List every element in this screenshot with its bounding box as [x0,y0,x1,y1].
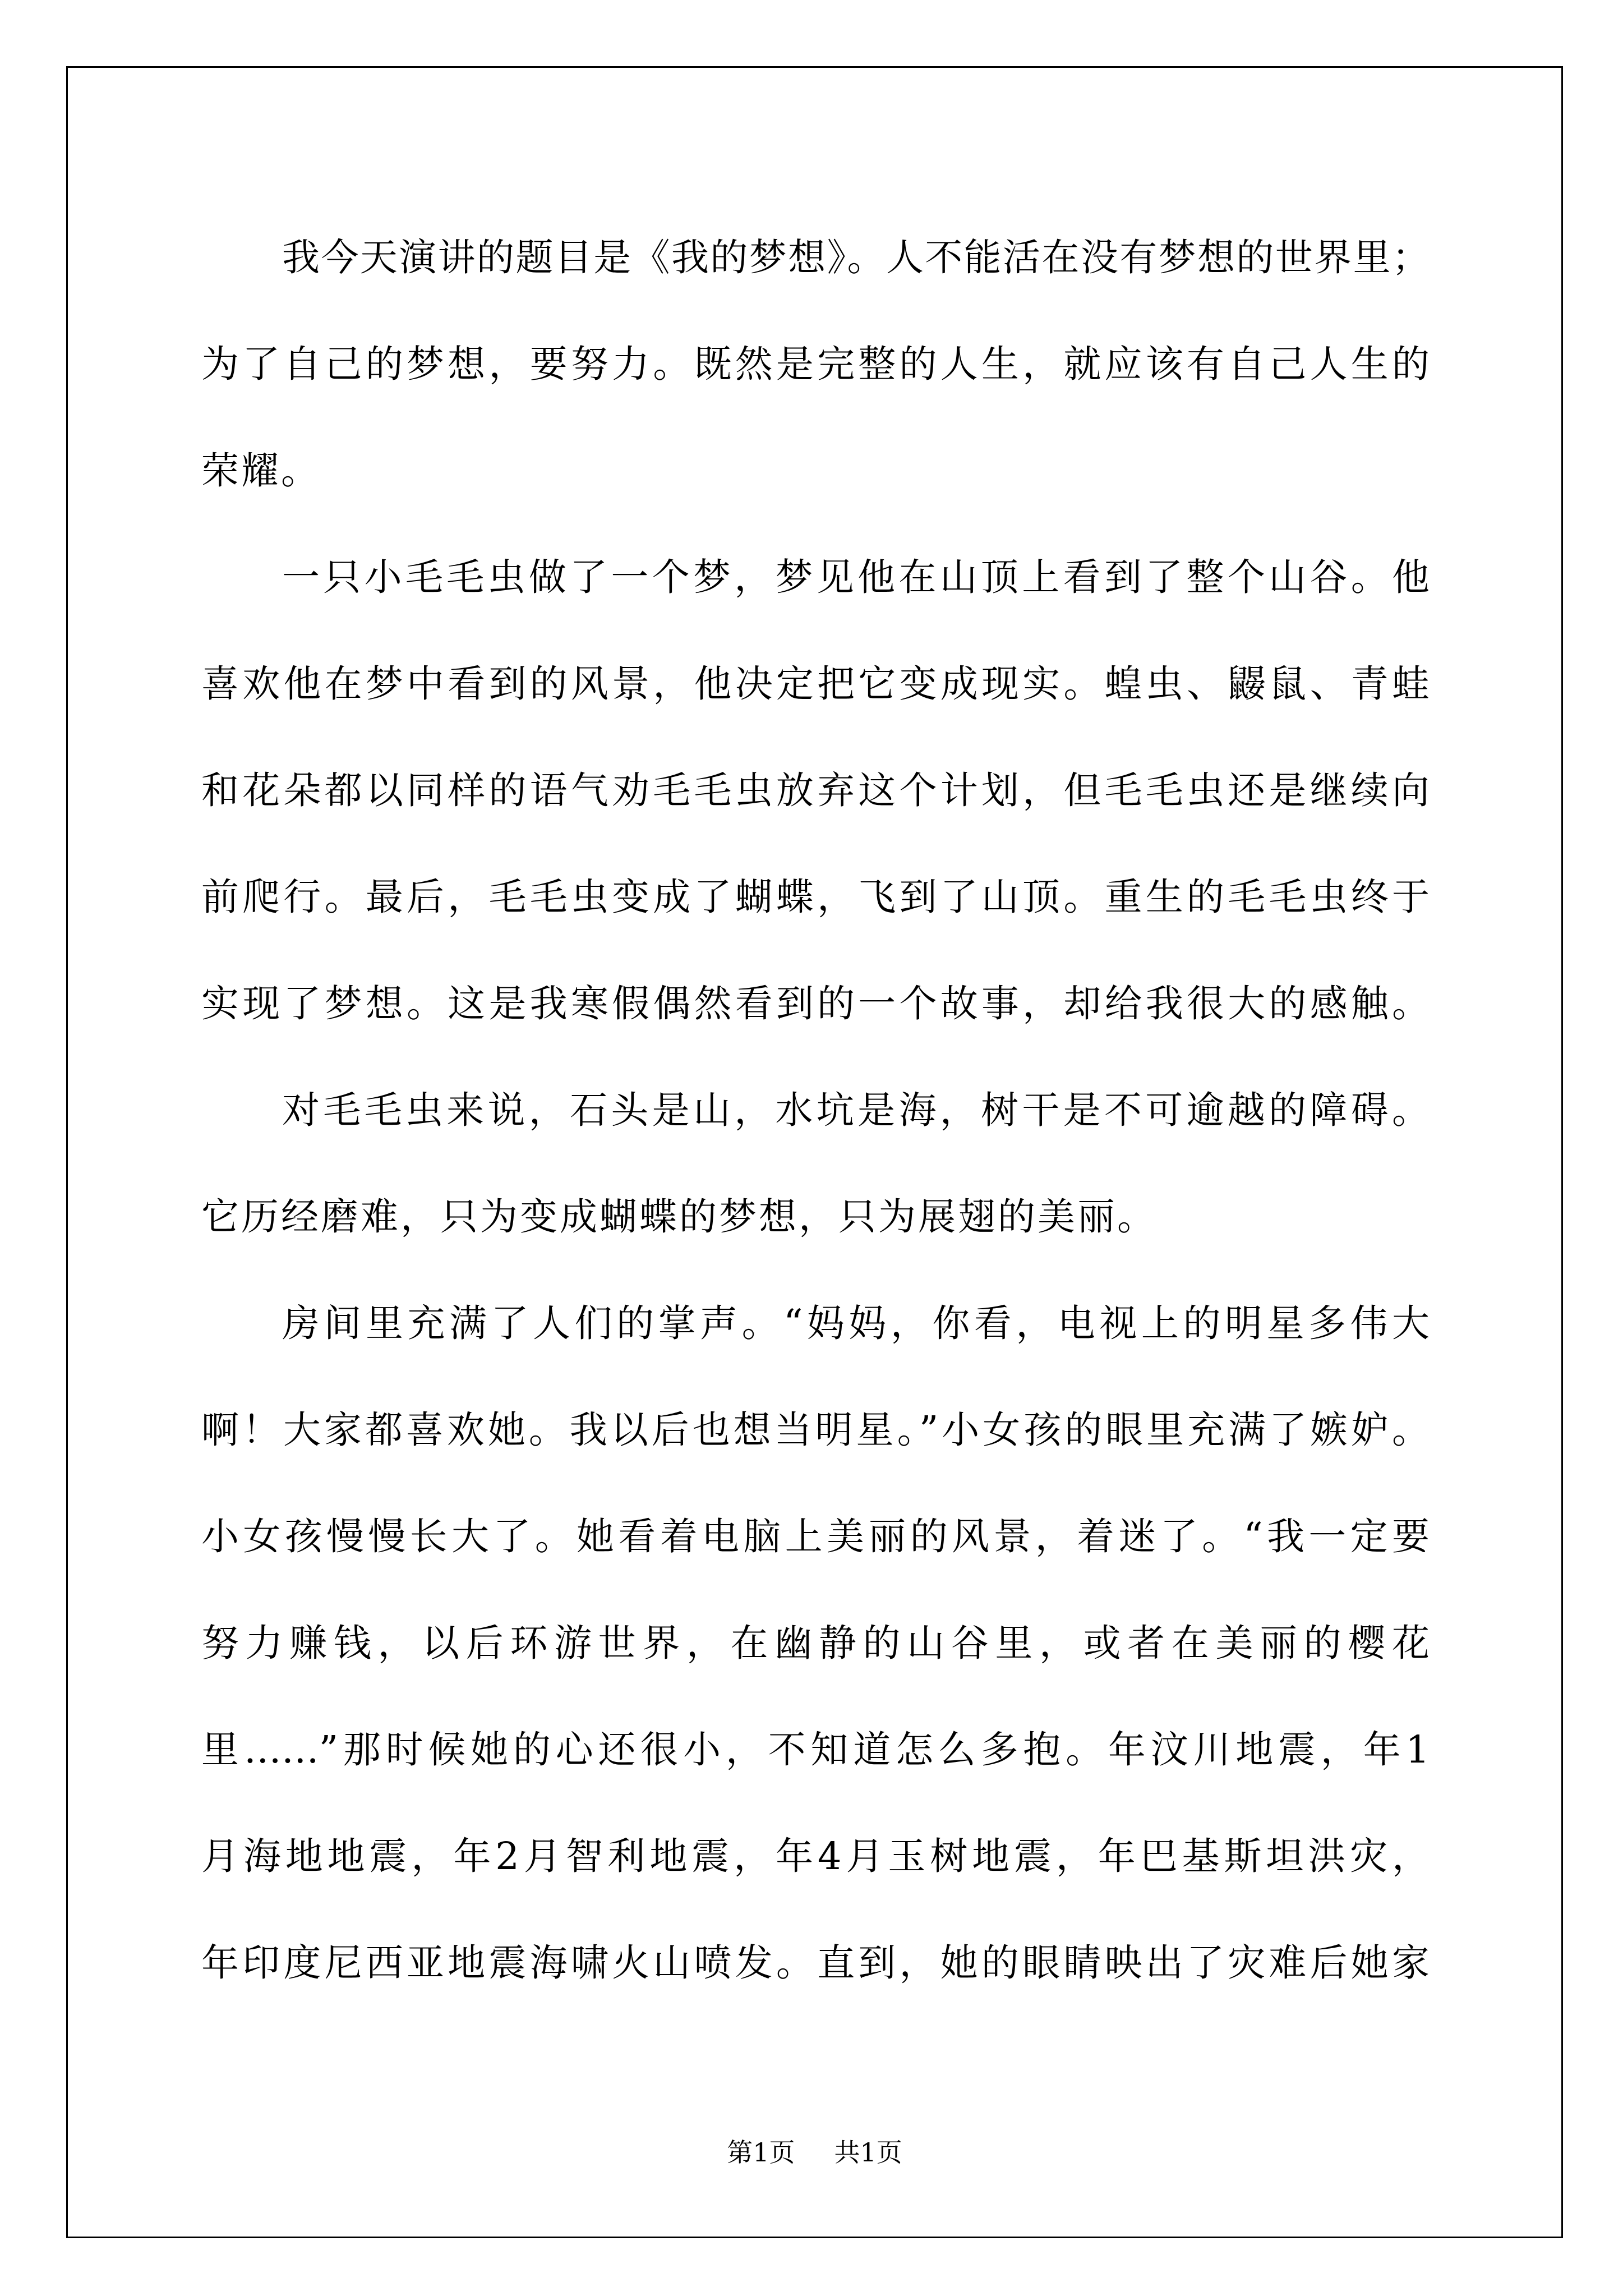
text-line: 喜欢他在梦中看到的风景，他决定把它变成现实。蝗虫、鼹鼠、青蛙 [201,662,1430,706]
text-line: 它历经磨难，只为变成蝴蝶的梦想，只为展翅的美丽。 [201,1195,1157,1239]
text-line: 一只小毛毛虫做了一个梦，梦见他在山顶上看到了整个山谷。他 [282,555,1430,599]
text-line: 荣耀。 [201,449,321,493]
text-line: 为了自己的梦想，要努力。既然是完整的人生，就应该有自己人生的 [201,342,1430,386]
page-total: 共1页 [834,2137,902,2168]
text-line: 前爬行。最后，毛毛虫变成了蝴蝶，飞到了山顶。重生的毛毛虫终于 [201,875,1430,919]
text-line: 我今天演讲的题目是《我的梦想》。人不能活在没有梦想的世界里； [282,236,1430,279]
text-line: 年印度尼西亚地震海啸火山喷发。直到，她的眼睛映出了灾难后她家 [201,1941,1430,1985]
text-line: 对毛毛虫来说，石头是山，水坑是海，树干是不可逾越的障碍。 [282,1088,1430,1132]
page-number: 第1页 [727,2137,795,2168]
paragraph [201,1057,1430,1270]
text-line: 里……”那时候她的心还很小，不知道怎么多抱。年汶川地震，年1 [201,1728,1430,1772]
paragraph [201,1270,1430,2016]
text-line: 实现了梦想。这是我寒假偶然看到的一个故事，却给我很大的感触。 [201,982,1430,1025]
text-line: 努力赚钱，以后环游世界，在幽静的山谷里，或者在美丽的樱花 [201,1621,1430,1665]
paragraph [201,204,1430,524]
text-line: 小女孩慢慢长大了。她看着电脑上美丽的风景，着迷了。“我一定要 [201,1515,1430,1558]
page-footer [66,2136,1563,2169]
text-line: 和花朵都以同样的语气劝毛毛虫放弃这个计划，但毛毛虫还是继续向 [201,769,1430,812]
text-line: 啊！大家都喜欢她。我以后也想当明星。”小女孩的眼里充满了嫉妒。 [201,1408,1430,1452]
document-body [201,204,1430,2016]
paragraph [201,524,1430,1057]
text-line: 月海地地震，年2月智利地震，年4月玉树地震，年巴基斯坦洪灾， [201,1834,1430,1878]
text-line: 房间里充满了人们的掌声。“妈妈，你看，电视上的明星多伟大 [282,1301,1430,1345]
